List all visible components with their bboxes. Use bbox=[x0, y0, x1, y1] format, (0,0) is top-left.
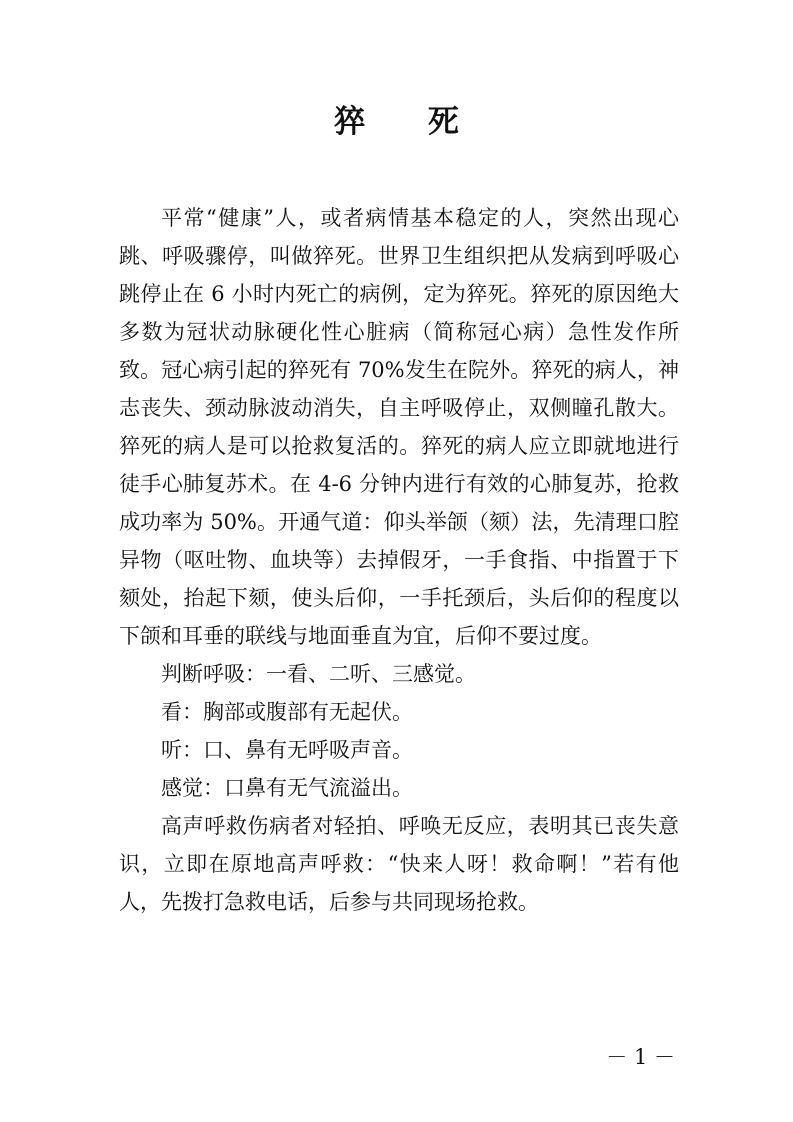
paragraph-listen: 听：口、鼻有无呼吸声音。 bbox=[161, 738, 413, 762]
paragraph-look: 看：胸部或腹部有无起伏。 bbox=[161, 700, 413, 724]
page-number: － 1 － bbox=[606, 1045, 675, 1069]
paragraph-judge-breathing: 判断呼吸：一看、二听、三感觉。 bbox=[161, 662, 476, 686]
document-title: 猝 死 bbox=[334, 104, 485, 140]
document-body bbox=[119, 199, 679, 921]
paragraph-feel: 感觉：口鼻有无气流溢出。 bbox=[161, 776, 413, 800]
paragraph-call-for-help: 高声呼救伤病者对轻拍、呼唤无反应，表明其已丧失意识，立即在原地高声呼救：“快来人呀！救命啊！”若有他人，先拨打急救电话，后参与共同现场抢救。 bbox=[119, 814, 679, 914]
paragraph-definition: 平常“健康”人，或者病情基本稳定的人，突然出现心跳、呼吸骤停，叫做猝死。世界卫生组织把从发病到呼吸心跳停止在 6 小时内死亡的病例，定为猝死。猝死的原因绝大多数为冠状动脉硬化性心脏病（简称冠心病）急性发作所致。冠心病引起的猝死有 70%发生在院外。猝死的病人，神志丧失、颈动脉波动消失，自主呼吸停止，双侧瞳孔散大。猝死的病人是可以抢救复活的。猝死的病人应立即就地进行徒手心肺复苏术。在 4-6 分钟内进行有效的心肺复苏，抢救成功率为 50%。开通气道：仰头举颌（颏）法，先清理口腔异物（呕吐物、血块等）去掉假牙，一手食指、中指置于下颏处，抬起下颏，使头后仰，一手托颈后，头后仰的程度以下颌和耳垂的联线与地面垂直为宜，后仰不要过度。 bbox=[119, 206, 679, 648]
